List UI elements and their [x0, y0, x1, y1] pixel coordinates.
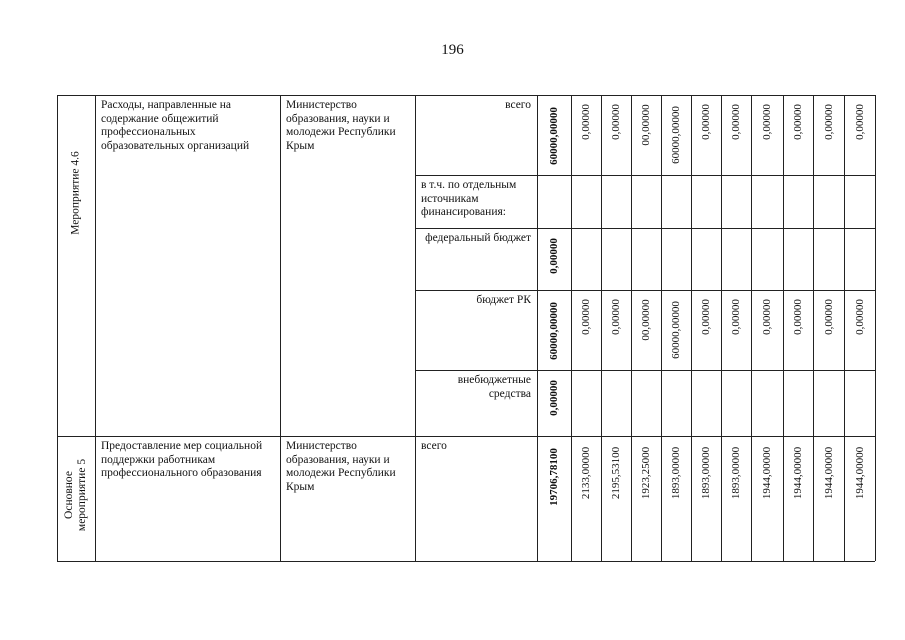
- year-value: 1944,00000: [853, 446, 866, 499]
- year-value: 00,00000: [640, 299, 652, 342]
- column-divider-13: [813, 95, 814, 561]
- funding-source-name: бюджет РК: [476, 294, 531, 306]
- year-value: 1944,00000: [792, 446, 804, 499]
- column-divider-8: [661, 95, 662, 561]
- row-label-line: мероприятие 5: [76, 458, 88, 531]
- row-label: [63, 458, 89, 530]
- executor-name: Министерство образования, науки и молодежи Республики Крым: [286, 99, 396, 152]
- table-bottom-border: [57, 561, 875, 562]
- source-total: 0,00000: [548, 238, 560, 274]
- column-divider-15: [875, 95, 876, 561]
- subrow-divider: [415, 290, 875, 291]
- year-value: 1923,25000: [640, 446, 652, 499]
- year-value: 1944,00000: [822, 446, 835, 499]
- column-divider-5: [571, 95, 572, 561]
- column-divider-11: [751, 95, 752, 561]
- year-value: 60000,00000: [670, 105, 682, 164]
- subrow-divider: [415, 370, 875, 371]
- row-divider: [57, 436, 875, 437]
- funding-source-name: всего: [421, 440, 447, 452]
- column-divider-1: [95, 95, 96, 561]
- row-label: [70, 151, 83, 235]
- year-value: 0,00000: [761, 299, 773, 336]
- year-value: 0,00000: [610, 104, 622, 141]
- year-value: 0,00000: [730, 299, 742, 336]
- year-value: 0,00000: [822, 299, 835, 336]
- year-value: 0,00000: [792, 104, 804, 141]
- year-value: 0,00000: [853, 104, 866, 141]
- column-divider-0: [57, 95, 58, 561]
- row-label-line: Мероприятие 4.6: [69, 151, 82, 235]
- executor-name: Министерство образования, науки и молодежи Республики Крым: [286, 440, 396, 493]
- year-value: 1893,00000: [700, 446, 712, 499]
- year-value: 0,00000: [580, 104, 592, 141]
- year-value: 0,00000: [761, 104, 773, 141]
- measure-description: Расходы, направленные на содержание общежитий профессиональных образовательных организаций: [101, 99, 250, 152]
- year-value: 0,00000: [580, 299, 592, 336]
- source-total: 0,00000: [548, 380, 560, 416]
- year-value: 2133,00000: [580, 446, 592, 499]
- year-value: 2195,53100: [610, 446, 622, 499]
- year-value: 0,00000: [730, 104, 742, 141]
- funding-source-name: внебюджетные средства: [457, 374, 531, 400]
- year-value: 60000,00000: [670, 300, 682, 359]
- page-number: 196: [441, 42, 464, 58]
- year-value: 1893,00000: [670, 446, 682, 499]
- column-divider-10: [721, 95, 722, 561]
- funding-source-name: федеральный бюджет: [425, 232, 531, 244]
- column-divider-7: [631, 95, 632, 561]
- subrow-divider: [415, 175, 875, 176]
- year-value: 0,00000: [610, 299, 622, 336]
- measure-description: Предоставление мер социальной поддержки работникам профессионального образования: [101, 440, 263, 479]
- budget-table: [57, 95, 875, 561]
- table-top-border: [57, 95, 875, 96]
- funding-source-name: в т.ч. по отдельным источникам финансирования:: [421, 179, 517, 218]
- source-total: 60000,00000: [548, 301, 560, 360]
- year-value: 00,00000: [640, 104, 652, 147]
- funding-source-name: всего: [505, 99, 531, 111]
- column-divider-12: [783, 95, 784, 561]
- column-divider-3: [415, 95, 416, 561]
- column-divider-2: [280, 95, 281, 561]
- year-value: 1944,00000: [761, 446, 773, 499]
- year-value: 0,00000: [792, 299, 804, 336]
- column-divider-14: [844, 95, 845, 561]
- source-total: 60000,00000: [548, 106, 560, 165]
- year-value: 0,00000: [700, 104, 712, 141]
- source-total: 19706,78100: [548, 447, 560, 506]
- column-divider-4: [537, 95, 538, 561]
- year-value: 0,00000: [822, 104, 835, 141]
- year-value: 1893,00000: [730, 446, 742, 499]
- year-value: 0,00000: [700, 299, 712, 336]
- column-divider-6: [601, 95, 602, 561]
- year-value: 0,00000: [853, 299, 866, 336]
- row-label-line: Основное: [63, 470, 75, 519]
- column-divider-9: [691, 95, 692, 561]
- subrow-divider: [415, 228, 875, 229]
